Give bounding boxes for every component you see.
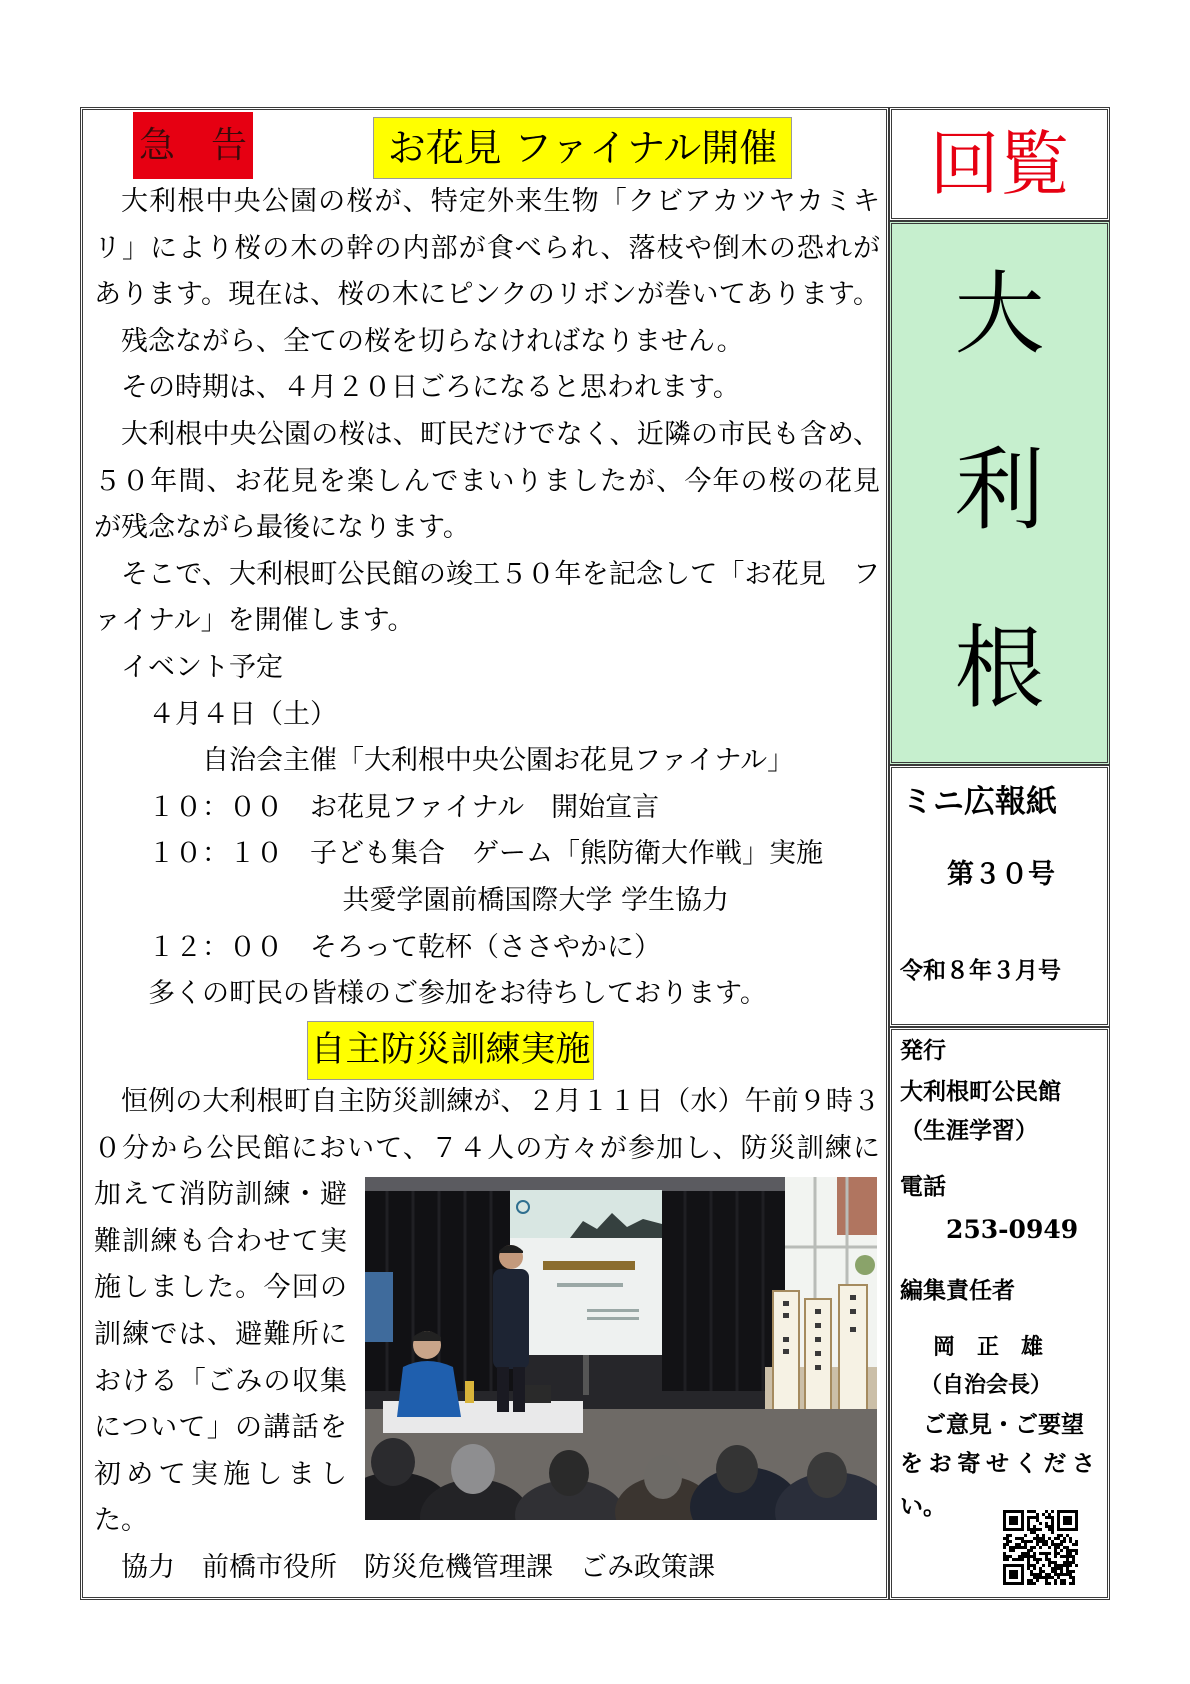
article1-line: ァイナル」を開催します。 <box>94 605 415 637</box>
article1-line: ５０年間、お花見を楽しんでまいりましたが、今年の桜の花見 <box>94 465 880 497</box>
editor-label: 編集責任者 <box>900 1277 1015 1304</box>
circular-label: 回覧 <box>929 123 1070 205</box>
article2-line: ０分から公民館において、７４人の方々が参加し、防災訓練に <box>94 1132 880 1164</box>
editor-role: （自治会長） <box>920 1372 1053 1398</box>
article2-line: 訓練では、避難所に <box>94 1318 347 1350</box>
article1-line: リ」により桜の木の幹の内部が食べられ、落枝や倒木の恐れが <box>94 232 880 264</box>
event-organizer: 自治会主催「大利根中央公園お花見ファイナル」 <box>202 745 795 777</box>
feedback-line: い。 <box>900 1493 946 1520</box>
phone-number: 253-0949 <box>946 1215 1079 1244</box>
feedback-line: をお寄せくださ <box>900 1450 1095 1477</box>
article2-credit: 協力 前橋市役所 防災危機管理課 ごみ政策課 <box>121 1551 715 1583</box>
article2-line: 難訓練も合わせて実 <box>94 1225 347 1257</box>
article1-body <box>94 179 880 1018</box>
publisher-dept: （生涯学習） <box>900 1117 1038 1144</box>
qr-code <box>1003 1510 1078 1585</box>
article2-line: 加えて消防訓練・避 <box>94 1179 347 1211</box>
schedule-item: １２：００ そろって乾杯（ささやかに） <box>148 931 661 963</box>
article1-line: あります。現在は、桜の木にピンクのリボンが巻いてあります。 <box>94 279 880 311</box>
schedule-item: １０：００ お花見ファイナル 開始宣言 <box>148 791 660 823</box>
article2-title: 自主防災訓練実施 <box>307 1021 594 1080</box>
issue-number: 第３０号 <box>947 859 1055 890</box>
article1-line: 大利根中央公園の桜が、特定外来生物「クビアカツヤカミキ <box>121 186 880 217</box>
article2-line: 恒例の大利根町自主防災訓練が、２月１１日（水）午前９時３ <box>121 1086 880 1117</box>
article2-line: おける「ごみの収集 <box>94 1365 347 1397</box>
phone-label: 電話 <box>900 1173 946 1200</box>
issue-date: 令和８年３月号 <box>900 957 1061 984</box>
publisher-label: 発行 <box>900 1037 946 1064</box>
article1-line: が残念ながら最後になります。 <box>94 512 470 544</box>
area-name-char: 利 <box>954 438 1045 543</box>
closing-message: 多くの町民の皆様のご参加をお待ちしております。 <box>148 978 767 1010</box>
event-schedule-label: イベント予定 <box>121 651 283 683</box>
editor-name: 岡 正 雄 <box>933 1334 1044 1360</box>
article2-line: 初めて実施しまし <box>94 1458 347 1490</box>
schedule-item: １０：１０ 子ども集合 ゲーム「熊防衛大作戦」実施 <box>148 838 823 870</box>
article1-line: 残念ながら、全ての桜を切らなければなりません。 <box>121 325 744 357</box>
article2-line: について」の講話を <box>94 1412 347 1444</box>
article1-title: お花見 ファイナル開催 <box>373 117 792 179</box>
area-name-char: 根 <box>954 616 1045 721</box>
article2-line: た。 <box>94 1505 148 1537</box>
article1-line: そこで、大利根町公民館の竣工５０年を記念して「お花見 フ <box>121 558 880 590</box>
disaster-training-photo <box>365 1177 877 1520</box>
urgent-notice-badge: 急 告 <box>133 112 253 179</box>
article1-line: 大利根中央公園の桜は、町民だけでなく、近隣の市民も含め、 <box>121 418 880 450</box>
event-date: ４月４日（土） <box>148 698 337 730</box>
feedback-line: ご意見・ご要望 <box>923 1411 1084 1438</box>
article2-line: 施しました。今回の <box>94 1272 347 1304</box>
publisher-name: 大利根町公民館 <box>900 1078 1061 1105</box>
area-name-char: 大 <box>954 262 1045 367</box>
schedule-item-note: 共愛学園前橋国際大学 学生協力 <box>342 884 729 916</box>
paper-type: ミニ広報紙 <box>902 784 1057 820</box>
article1-line: その時期は、４月２０日ごろになると思われます。 <box>121 372 740 404</box>
